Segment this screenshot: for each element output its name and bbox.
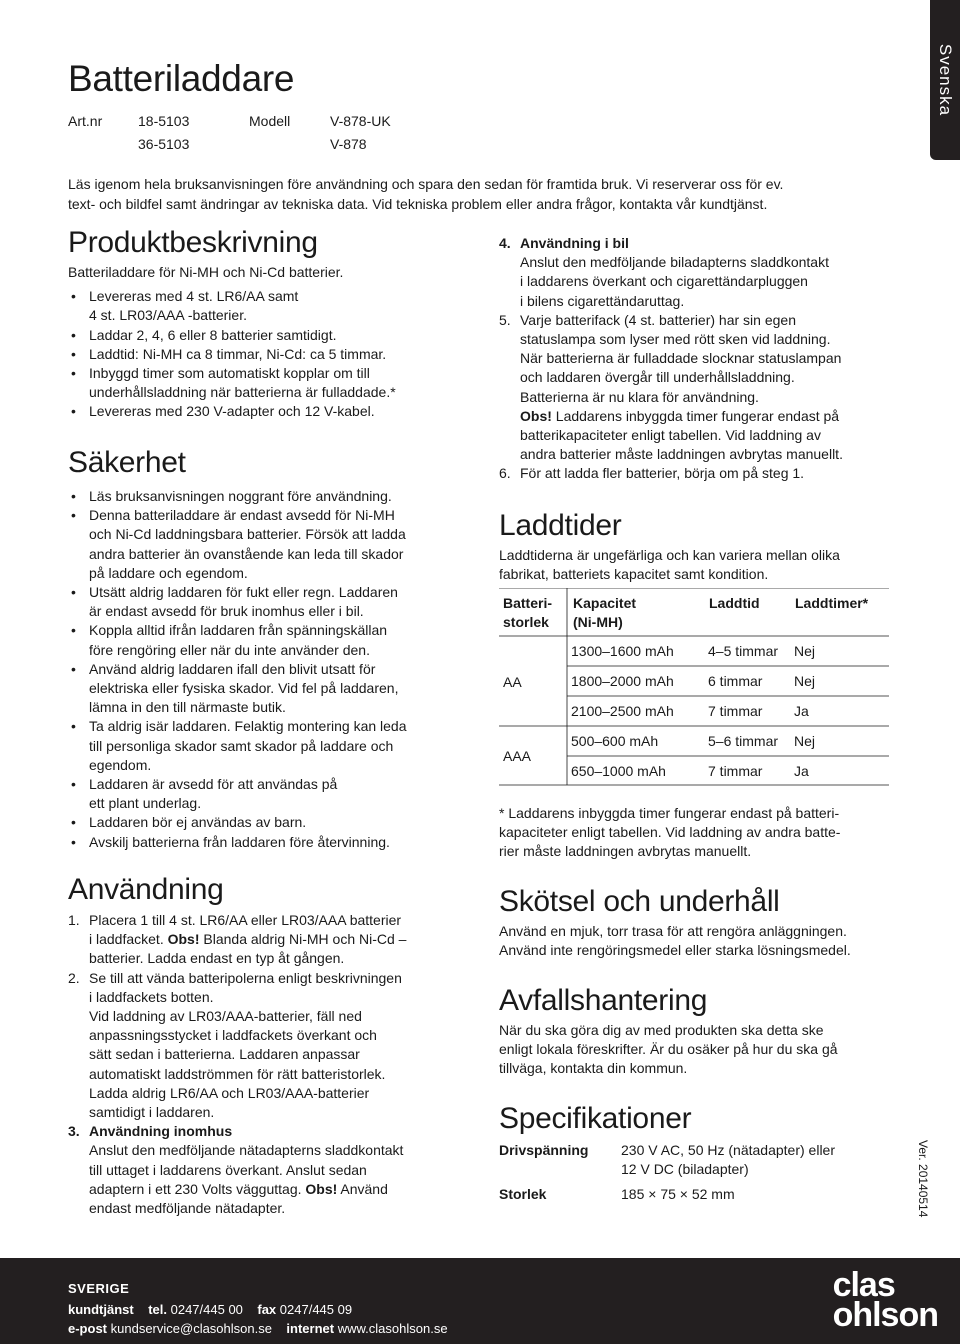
table-row: 1800–2000 mAh 6 timmar Nej [571, 673, 816, 689]
laddtider-section [499, 508, 919, 584]
page-title: Batteriladdare [68, 58, 295, 99]
list-item: • Utsätt aldrig laddaren för fukt eller regn. Laddaren är endast avsedd för bruk inomhus eller i bil. [68, 583, 478, 621]
modell-2: V-878 [330, 136, 367, 152]
sakerhet-section [68, 445, 478, 852]
footer-contacts: kundtjänst tel. 0247/445 00 fax 0247/445 09 e-post kundservice@clasohlson.se internet www.clasohlson.se [68, 1302, 448, 1336]
modell-label: Modell [249, 113, 291, 129]
col-header-laddtimer: Laddtimer* [795, 595, 869, 611]
artnr-label: Art.nr [68, 113, 103, 129]
list-item: • Laddaren bör ej användas av barn. [68, 813, 478, 832]
skotsel-section [499, 884, 919, 960]
table-row: 500–600 mAh 5–6 timmar Nej [571, 733, 816, 749]
size-aa: AA [503, 674, 522, 690]
step-item: 5. Varje batterifack (4 st. batterier) har sin egen statuslampa som lyser med rött sken vid laddning. När batterierna är fulladdade slocknar statuslampan och laddaren övergår till underhållsladdning. Batterierna är nu klara för användning. Obs! Laddarens inbyggda timer fungerar endast på batterikapaciteter enligt tabellen. Vid laddning av andra batterier måste laddningen avbrytas manuellt. [499, 311, 843, 463]
section-title: Laddtider [499, 509, 622, 542]
avfall-section [499, 983, 919, 1079]
language-tab-label: Svenska [936, 43, 955, 117]
skotsel-text: Använd en mjuk, torr trasa för att rengöra anläggningen. Använd inte rengöringsmedel eller starka lösningsmedel. [499, 923, 851, 959]
table-row: 1300–1600 mAh 4–5 timmar Nej [571, 643, 816, 659]
step-item: 1. Placera 1 till 4 st. LR6/AA eller LR03/AAA batterier i laddfacket. Obs! Blanda aldrig Ni-MH och Ni-Cd – batterier. Ladda endast en typ åt gången. [68, 912, 407, 967]
version-text: Ver. 20140514 [916, 1140, 930, 1218]
size-aaa: AAA [503, 748, 532, 764]
list-item: • Använd aldrig laddaren ifall den blivit utsatt för elektriska eller fysiska skador. Vid fel på laddaren, lämna in den till närmaste butik. [68, 660, 478, 718]
section-title: Användning [68, 873, 224, 906]
laddtider-lead: Laddtiderna är ungefärliga och kan variera mellan olika fabrikat, batteriets kapacitet samt kondition. [499, 547, 840, 583]
list-item: • Levereras med 4 st. LR6/AA samt 4 st. LR03/AAA -batterier. [68, 287, 468, 325]
step-item: 3. Användning inomhus Anslut den medföljande nätadapterns sladdkontakt till uttaget i laddarens överkant. Anslut sedan adaptern i ett 230 Volts vägguttag. Obs! Använd endast medföljande nätadapter. [68, 1123, 404, 1217]
spec-key: Drivspänning [499, 1142, 589, 1158]
section-title: Skötsel och underhåll [499, 885, 780, 918]
bil-steps [499, 234, 899, 484]
list-item: • Inbyggd timer som automatiskt kopplar om till underhållsladdning när batterierna är fulladdade.* [68, 364, 468, 402]
intro-line: Läs igenom hela bruksanvisningen före användning och spara den sedan för framtida bruk. Vi reserverar oss för ev. [68, 176, 784, 192]
spec-value: 230 V AC, 50 Hz (nätadapter) eller 12 V DC (biladapter) [621, 1142, 836, 1178]
list-item: • Koppla alltid ifrån laddaren från spänningskällan före rengöring eller när du inte använder den. [68, 621, 478, 659]
list-item: • Läs bruksanvisningen noggrant före användning. [68, 487, 478, 506]
artnr-1: 18-5103 [138, 113, 190, 129]
spec-section [499, 1101, 919, 1137]
avfall-text: När du ska göra dig av med produkten ska detta ske enligt lokala föreskrifter. Är du osäker på hur du ska gå tillväga, kontakta din kommun. [499, 1022, 838, 1077]
bil-section [499, 234, 899, 484]
list-item: • Ta aldrig isär laddaren. Felaktig montering kan leda till personliga skador samt skador på laddare och egendom. [68, 717, 478, 775]
modell-1: V-878-UK [330, 113, 391, 129]
footer-country: SVERIGE [68, 1281, 130, 1296]
sakerhet-list [68, 487, 478, 852]
produkt-lead: Batteriladdare för Ni-MH och Ni-Cd batterier. [68, 264, 344, 280]
table-row: 2100–2500 mAh 7 timmar Ja [571, 703, 809, 719]
list-item: • Laddar 2, 4, 6 eller 8 batterier samtidigt. [68, 326, 468, 345]
list-item: • Denna batteriladdare är endast avsedd för Ni-MH och Ni-Cd laddningsbara batterier. Försök att ladda andra batterier än ovanstående kan leda till skador på laddare och egendom. [68, 506, 478, 583]
step-item: 2. Se till att vända batteripolerna enligt beskrivningen i laddfackets botten. Vid laddning av LR03/AAA-batterier, fäll ned anpassningsstycket i laddfackets överkant och sätt sedan i batterierna. Laddaren anpassar automatiskt laddströmmen för rätt batteristorlek. Ladda aldrig LR6/AA och LR03/AAA-batterier samtidigt i laddaren. [68, 969, 402, 1121]
section-title: Produktbeskrivning [68, 226, 318, 259]
section-title: Specifikationer [499, 1102, 692, 1135]
list-item: • Laddaren är avsedd för att användas på ett plant underlag. [68, 775, 478, 813]
list-item: • Avskilj batterierna från laddaren före återvinning. [68, 833, 478, 852]
version-label [912, 1140, 934, 1230]
step-item: 4. Användning i bil Anslut den medföljande biladapterns sladdkontakt i laddarens överkant och cigarettändarpluggen i bilens cigarettändaruttag. [499, 235, 829, 309]
list-item: • Levereras med 230 V-adapter och 12 V-kabel. [68, 402, 468, 421]
list-item: • Laddtid: Ni-MH ca 8 timmar, Ni-Cd: ca 5 timmar. [68, 345, 468, 364]
clas-ohlson-logo: clas ohlson [832, 1266, 938, 1334]
table-row: 650–1000 mAh 7 timmar Ja [571, 763, 809, 779]
section-title: Säkerhet [68, 446, 186, 479]
language-tab [930, 0, 960, 160]
produkt-list [68, 287, 468, 421]
produkt-section [68, 225, 468, 422]
intro-line: text- och bildfel samt ändringar av tekniska data. Vid tekniska problem eller andra frågor, kontakta vår kundtjänst. [68, 195, 768, 212]
spec-value: 185 × 75 × 52 mm [621, 1186, 735, 1202]
section-title: Avfallshantering [499, 984, 708, 1017]
intro-text [68, 175, 908, 214]
anvandning-section [68, 872, 488, 1218]
anvandning-steps [68, 911, 488, 1218]
artnr-2: 36-5103 [138, 136, 190, 152]
table-body [567, 636, 819, 786]
table-footnote: * Laddarens inbyggda timer fungerar endast på batteri- kapaciteter enligt tabellen. Vid laddning av andra batte- rier måste laddningen avbrytas manuellt. [499, 805, 841, 860]
spec-key: Storlek [499, 1186, 547, 1202]
step-item: 6. För att ladda fler batterier, börja om på steg 1. [499, 465, 805, 482]
col-header-laddtid: Laddtid [709, 595, 760, 611]
col-header-kapacitet: Kapacitet (Ni-MH) [573, 595, 637, 630]
col-header-storlek: Batteri- storlek [503, 595, 553, 630]
